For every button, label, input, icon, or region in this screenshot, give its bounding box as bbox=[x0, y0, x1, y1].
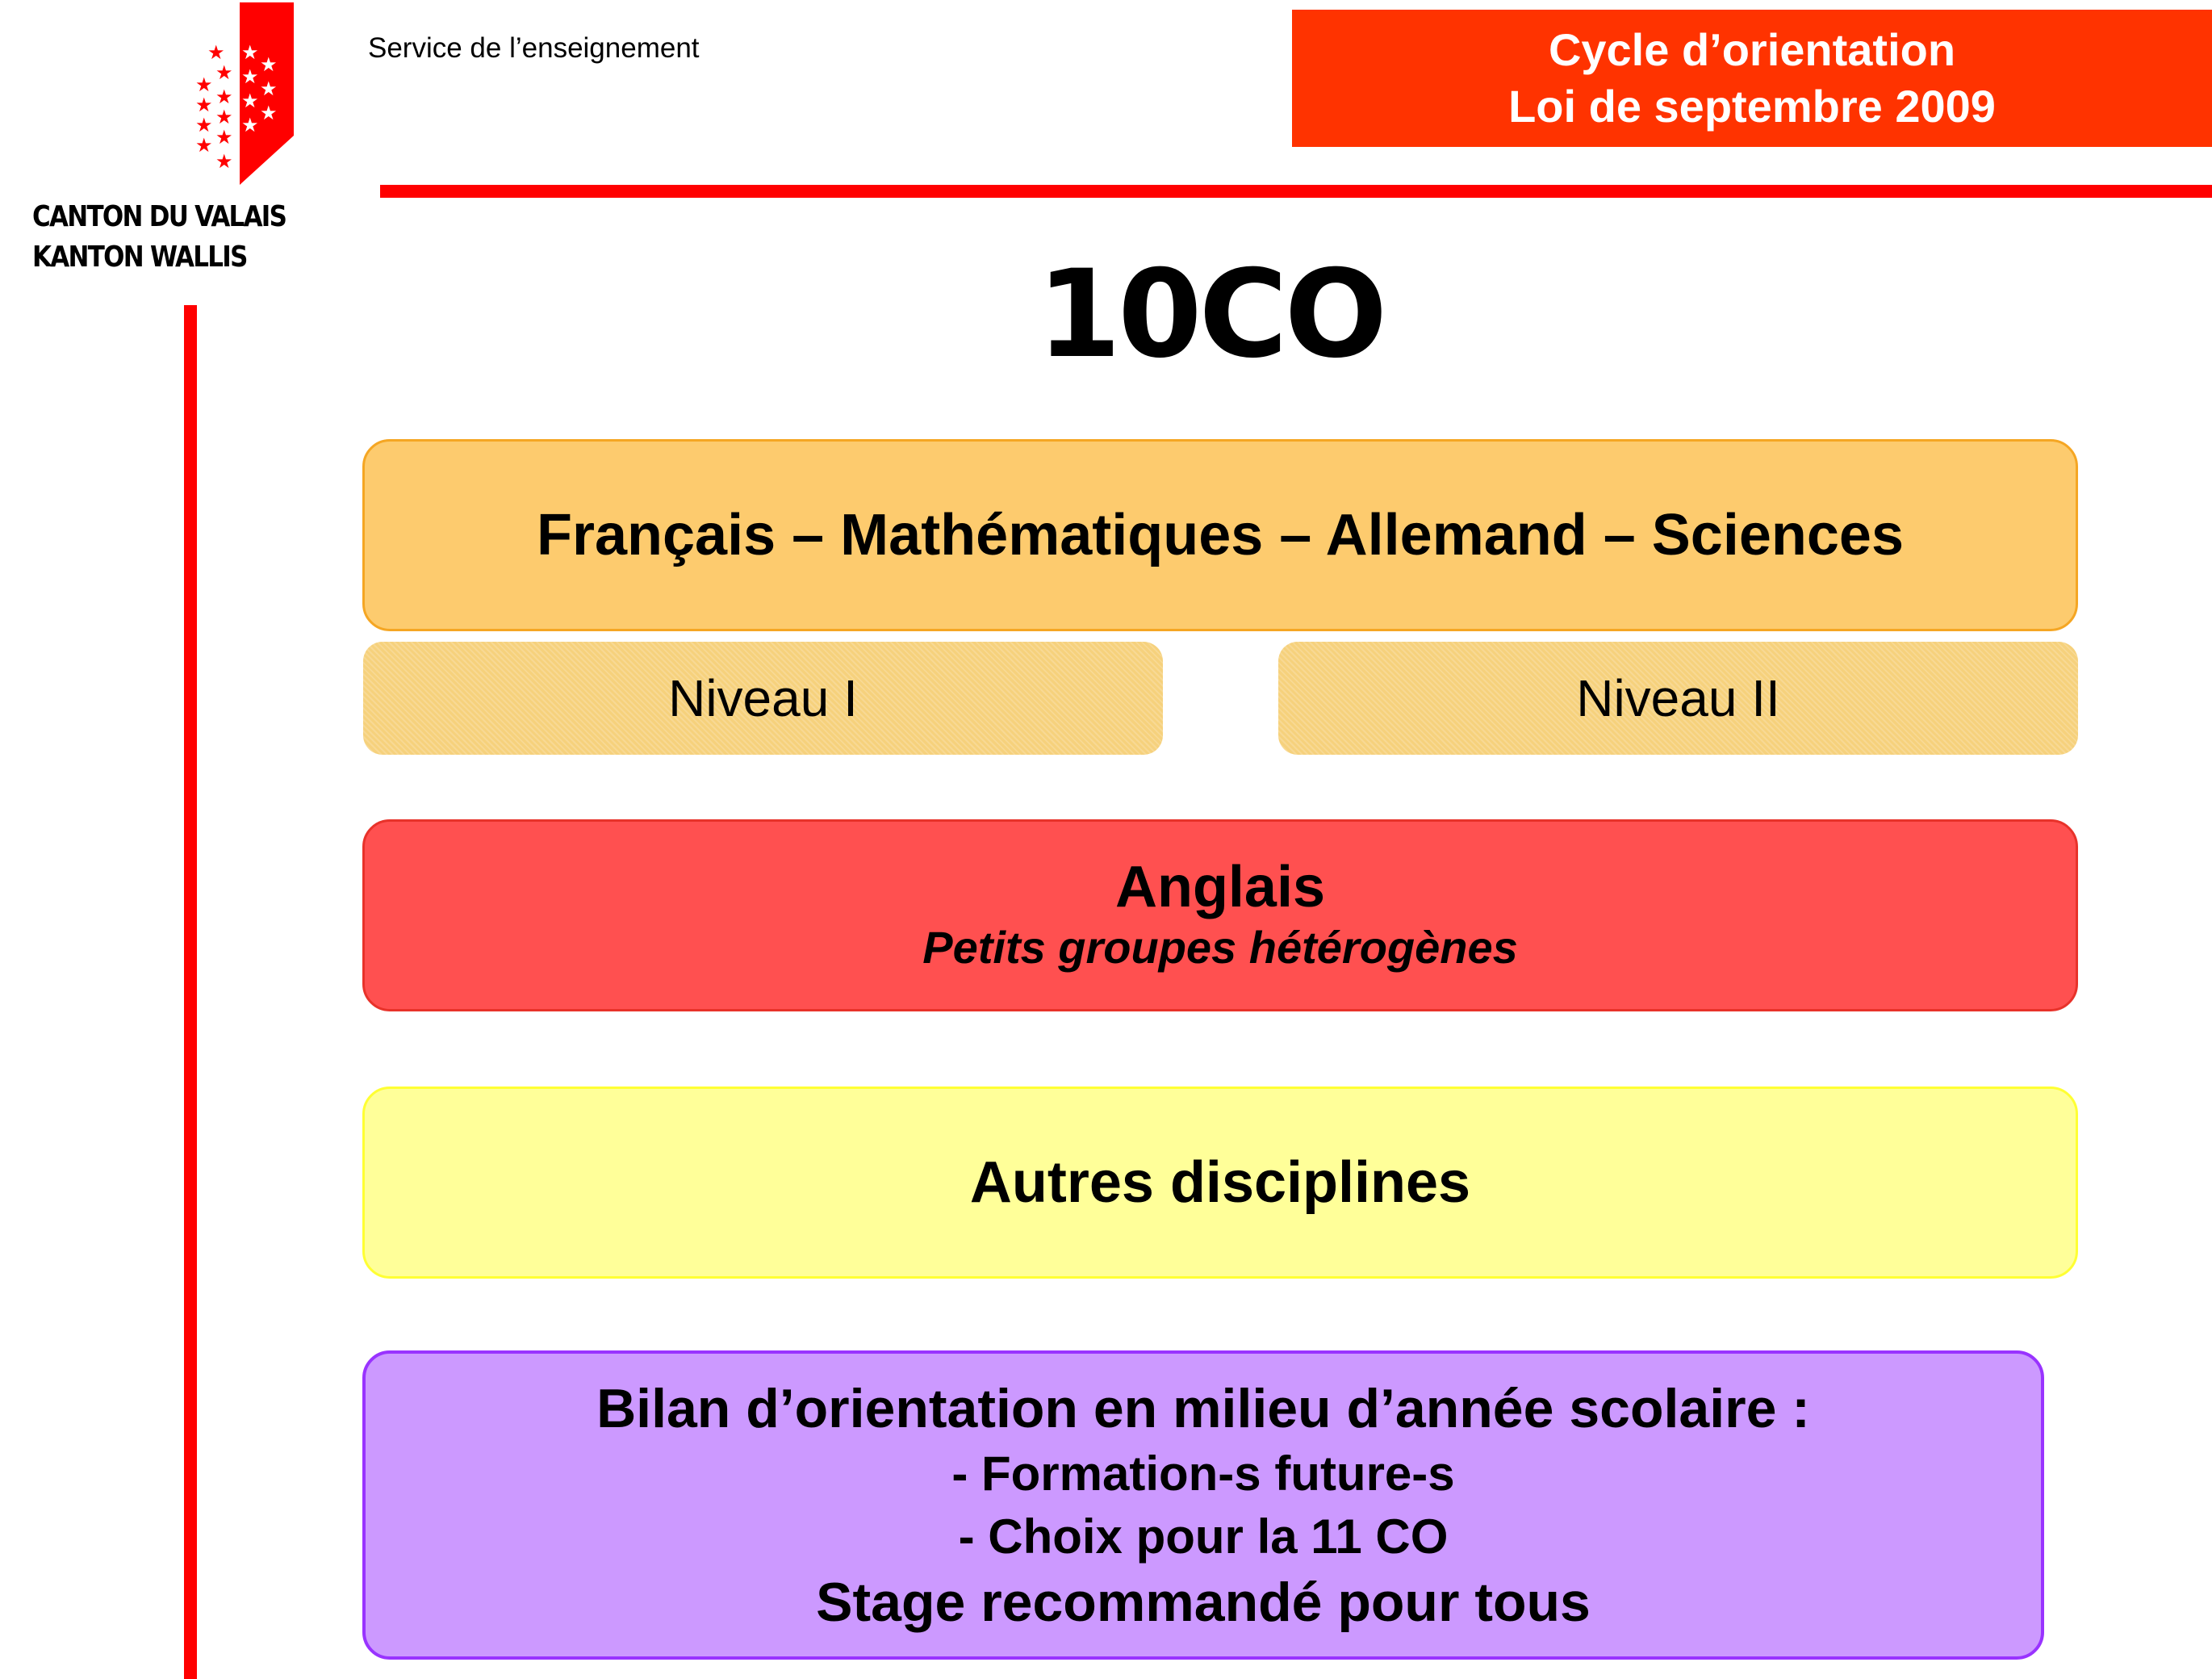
level-1-box bbox=[363, 642, 1163, 755]
top-banner bbox=[1292, 10, 2212, 147]
svg-text:★: ★ bbox=[195, 134, 213, 157]
core-subjects-box bbox=[362, 439, 2078, 631]
autres-disciplines-label: Autres disciplines bbox=[969, 1150, 1471, 1215]
level-1-label: Niveau I bbox=[668, 669, 858, 727]
canton-name bbox=[32, 197, 286, 278]
svg-text:★: ★ bbox=[195, 94, 213, 116]
svg-text:★: ★ bbox=[260, 53, 278, 76]
banner-line-2: Loi de septembre 2009 bbox=[1508, 81, 1996, 132]
anglais-box bbox=[362, 819, 2078, 1011]
anglais-subtitle: Petits groupes hétérogènes bbox=[922, 922, 1518, 973]
canton-valais-flag-logo bbox=[191, 2, 294, 185]
level-2-box bbox=[1278, 642, 2078, 755]
svg-text:★: ★ bbox=[260, 102, 278, 124]
bilan-footer: Stage recommandé pour tous bbox=[816, 1571, 1591, 1633]
svg-text:★: ★ bbox=[195, 73, 213, 96]
anglais-title: Anglais bbox=[1114, 855, 1326, 919]
svg-text:★: ★ bbox=[215, 126, 233, 149]
svg-text:★: ★ bbox=[207, 41, 225, 64]
svg-text:★: ★ bbox=[215, 150, 233, 173]
canton-name-fr: CANTON DU VALAIS bbox=[32, 200, 286, 233]
core-subjects-label: Français – Mathématiques – Allemand – Sciences bbox=[536, 503, 1905, 567]
bilan-box bbox=[362, 1350, 2044, 1660]
level-2-label: Niveau II bbox=[1576, 669, 1780, 727]
svg-text:★: ★ bbox=[241, 90, 259, 112]
page-title: 10CO bbox=[1036, 245, 1385, 385]
bilan-title: Bilan d’orientation en milieu d’année scolaire : bbox=[596, 1377, 1810, 1439]
banner-line-1: Cycle d’orientation bbox=[1548, 24, 1956, 75]
header-red-rule bbox=[380, 185, 2212, 198]
svg-text:★: ★ bbox=[215, 61, 233, 84]
canton-name-de: KANTON WALLIS bbox=[32, 241, 247, 274]
autres-disciplines-box bbox=[362, 1087, 2078, 1279]
bilan-item-2: - Choix pour la 11 CO bbox=[958, 1509, 1449, 1564]
svg-text:★: ★ bbox=[241, 114, 259, 136]
svg-text:★: ★ bbox=[215, 86, 233, 108]
service-label: Service de l’enseignement bbox=[368, 32, 700, 64]
svg-text:★: ★ bbox=[241, 65, 259, 88]
svg-text:★: ★ bbox=[260, 77, 278, 100]
svg-text:★: ★ bbox=[215, 106, 233, 128]
bilan-item-1: - Formation-s future-s bbox=[951, 1446, 1455, 1501]
left-red-rule bbox=[184, 305, 197, 1679]
svg-text:★: ★ bbox=[195, 114, 213, 136]
svg-text:★: ★ bbox=[241, 41, 259, 64]
